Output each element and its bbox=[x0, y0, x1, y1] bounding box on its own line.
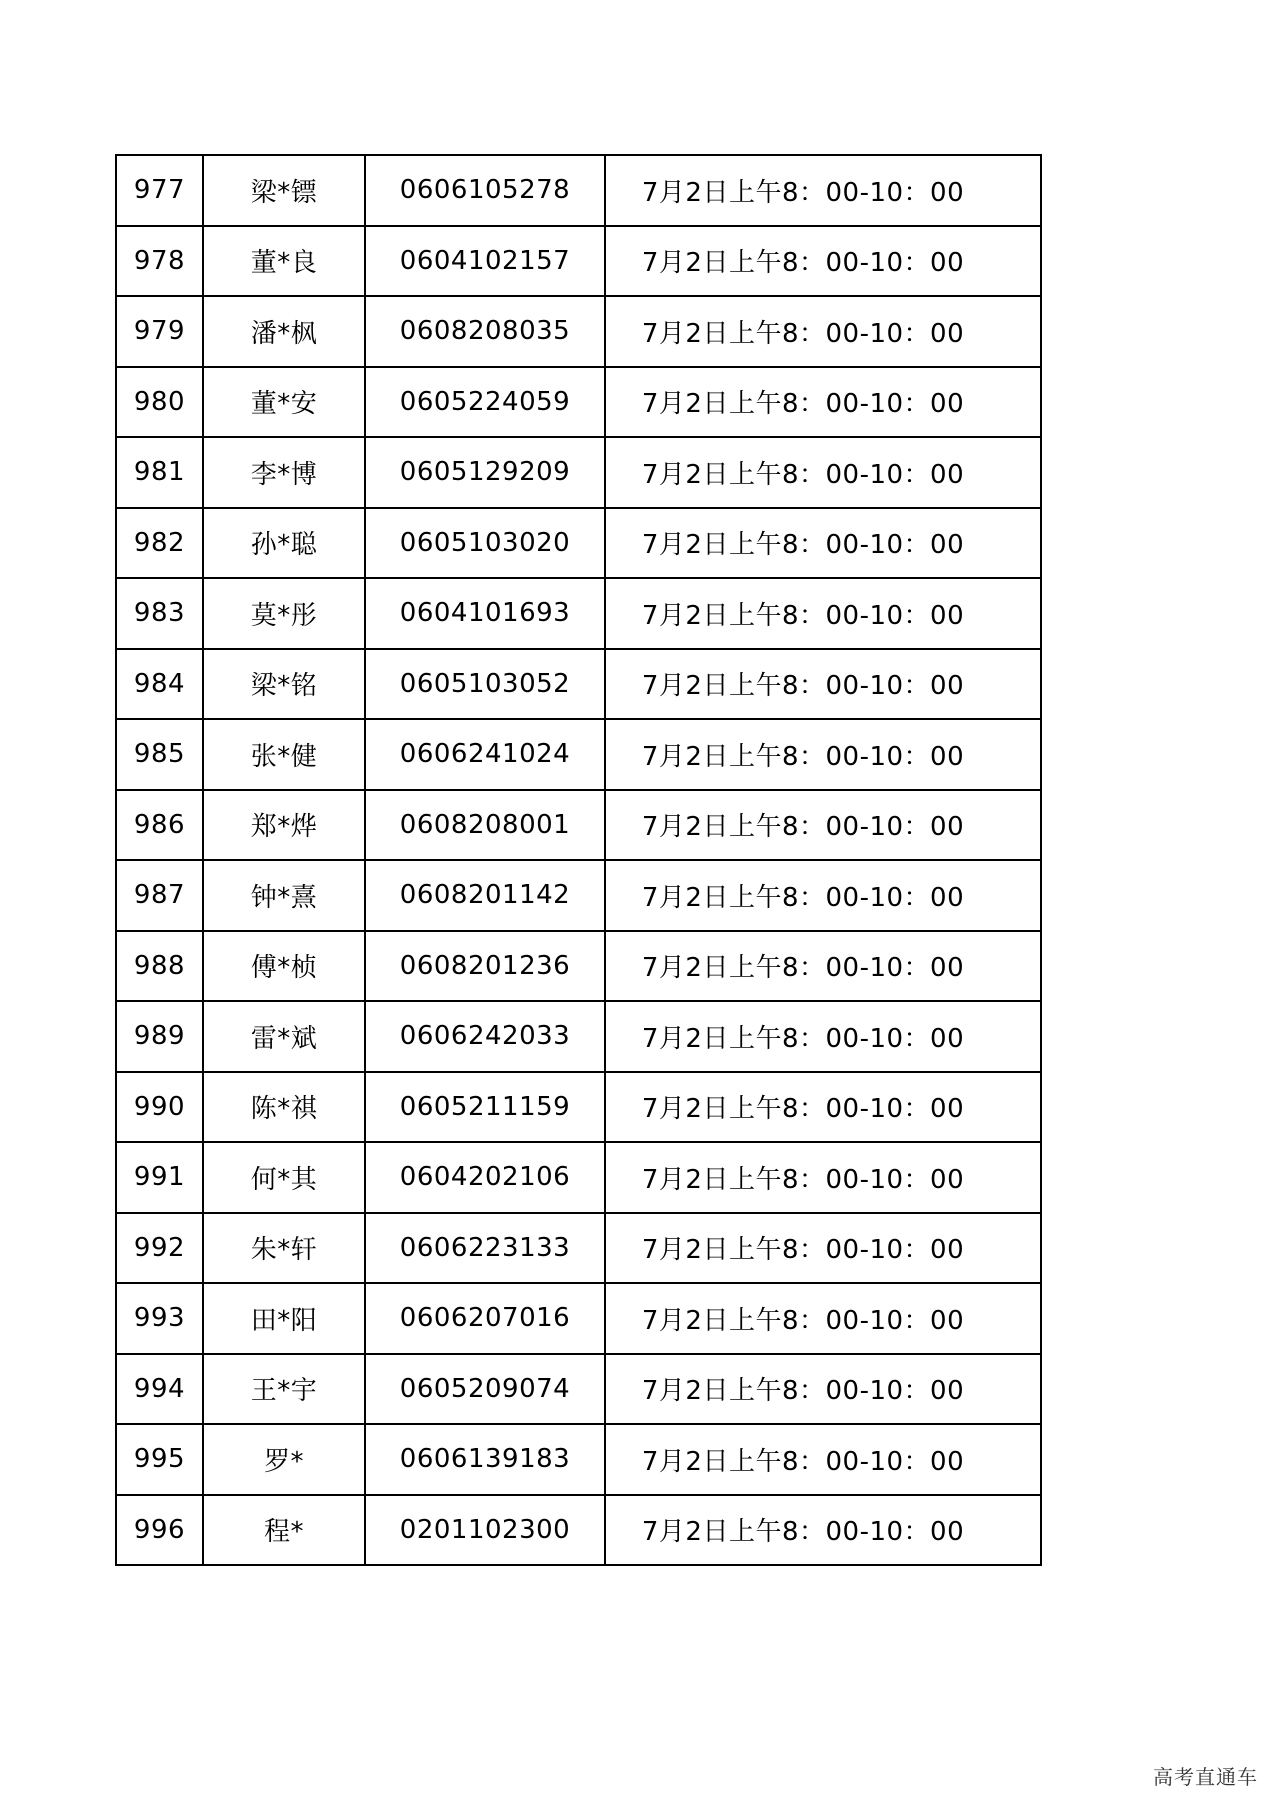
row-name: 田*阳 bbox=[203, 1283, 365, 1354]
row-number: 0605209074 bbox=[365, 1354, 605, 1425]
row-time: 7月2日上午8：00-10：00 bbox=[605, 1424, 1041, 1495]
row-number: 0201102300 bbox=[365, 1495, 605, 1566]
row-index: 988 bbox=[116, 931, 203, 1002]
row-time: 7月2日上午8：00-10：00 bbox=[605, 1283, 1041, 1354]
row-number: 0604202106 bbox=[365, 1142, 605, 1213]
row-time: 7月2日上午8：00-10：00 bbox=[605, 719, 1041, 790]
row-number: 0606105278 bbox=[365, 155, 605, 226]
row-index: 990 bbox=[116, 1072, 203, 1143]
row-name: 傅*桢 bbox=[203, 931, 365, 1002]
row-name: 孙*聪 bbox=[203, 508, 365, 579]
row-index: 989 bbox=[116, 1001, 203, 1072]
row-number: 0605211159 bbox=[365, 1072, 605, 1143]
row-time: 7月2日上午8：00-10：00 bbox=[605, 296, 1041, 367]
row-time: 7月2日上午8：00-10：00 bbox=[605, 226, 1041, 297]
row-time: 7月2日上午8：00-10：00 bbox=[605, 155, 1041, 226]
table-row bbox=[116, 367, 1041, 438]
row-name: 雷*斌 bbox=[203, 1001, 365, 1072]
table-row bbox=[116, 719, 1041, 790]
row-name: 梁*铭 bbox=[203, 649, 365, 720]
row-time: 7月2日上午8：00-10：00 bbox=[605, 649, 1041, 720]
row-number: 0605224059 bbox=[365, 367, 605, 438]
row-index: 991 bbox=[116, 1142, 203, 1213]
row-index: 987 bbox=[116, 860, 203, 931]
row-number: 0605103052 bbox=[365, 649, 605, 720]
row-index: 978 bbox=[116, 226, 203, 297]
table-row bbox=[116, 296, 1041, 367]
row-name: 郑*烨 bbox=[203, 790, 365, 861]
row-number: 0608208001 bbox=[365, 790, 605, 861]
table-row bbox=[116, 578, 1041, 649]
row-time: 7月2日上午8：00-10：00 bbox=[605, 860, 1041, 931]
row-time: 7月2日上午8：00-10：00 bbox=[605, 1213, 1041, 1284]
row-time: 7月2日上午8：00-10：00 bbox=[605, 508, 1041, 579]
row-name: 朱*轩 bbox=[203, 1213, 365, 1284]
row-name: 梁*镖 bbox=[203, 155, 365, 226]
table-row bbox=[116, 1354, 1041, 1425]
row-name: 董*安 bbox=[203, 367, 365, 438]
row-number: 0605129209 bbox=[365, 437, 605, 508]
table-row bbox=[116, 649, 1041, 720]
row-number: 0608201236 bbox=[365, 931, 605, 1002]
row-number: 0606241024 bbox=[365, 719, 605, 790]
roster-table-body bbox=[116, 155, 1041, 1565]
table-row bbox=[116, 508, 1041, 579]
row-time: 7月2日上午8：00-10：00 bbox=[605, 367, 1041, 438]
row-time: 7月2日上午8：00-10：00 bbox=[605, 1354, 1041, 1425]
row-index: 977 bbox=[116, 155, 203, 226]
row-number: 0604102157 bbox=[365, 226, 605, 297]
table-row bbox=[116, 1142, 1041, 1213]
row-index: 995 bbox=[116, 1424, 203, 1495]
row-index: 994 bbox=[116, 1354, 203, 1425]
table-row bbox=[116, 1001, 1041, 1072]
row-name: 何*其 bbox=[203, 1142, 365, 1213]
table-row bbox=[116, 931, 1041, 1002]
row-index: 986 bbox=[116, 790, 203, 861]
table-row bbox=[116, 437, 1041, 508]
row-time: 7月2日上午8：00-10：00 bbox=[605, 1072, 1041, 1143]
row-number: 0604101693 bbox=[365, 578, 605, 649]
row-number: 0606242033 bbox=[365, 1001, 605, 1072]
row-name: 程* bbox=[203, 1495, 365, 1566]
table-row bbox=[116, 155, 1041, 226]
table-row bbox=[116, 1424, 1041, 1495]
table-row bbox=[116, 860, 1041, 931]
row-number: 0608208035 bbox=[365, 296, 605, 367]
row-index: 985 bbox=[116, 719, 203, 790]
row-time: 7月2日上午8：00-10：00 bbox=[605, 790, 1041, 861]
row-index: 983 bbox=[116, 578, 203, 649]
row-time: 7月2日上午8：00-10：00 bbox=[605, 1142, 1041, 1213]
row-index: 981 bbox=[116, 437, 203, 508]
row-name: 陈*祺 bbox=[203, 1072, 365, 1143]
row-name: 罗* bbox=[203, 1424, 365, 1495]
row-name: 李*博 bbox=[203, 437, 365, 508]
row-time: 7月2日上午8：00-10：00 bbox=[605, 1001, 1041, 1072]
row-number: 0605103020 bbox=[365, 508, 605, 579]
table-row bbox=[116, 226, 1041, 297]
table-row bbox=[116, 1072, 1041, 1143]
row-index: 979 bbox=[116, 296, 203, 367]
row-index: 993 bbox=[116, 1283, 203, 1354]
row-number: 0608201142 bbox=[365, 860, 605, 931]
table-row bbox=[116, 1283, 1041, 1354]
row-index: 980 bbox=[116, 367, 203, 438]
row-time: 7月2日上午8：00-10：00 bbox=[605, 1495, 1041, 1566]
table-row bbox=[116, 790, 1041, 861]
row-index: 996 bbox=[116, 1495, 203, 1566]
row-time: 7月2日上午8：00-10：00 bbox=[605, 437, 1041, 508]
roster-table bbox=[115, 154, 1042, 1566]
row-name: 董*良 bbox=[203, 226, 365, 297]
row-index: 984 bbox=[116, 649, 203, 720]
row-name: 张*健 bbox=[203, 719, 365, 790]
row-time: 7月2日上午8：00-10：00 bbox=[605, 578, 1041, 649]
row-number: 0606139183 bbox=[365, 1424, 605, 1495]
watermark-text: 高考直通车 bbox=[1153, 1765, 1258, 1789]
table-row bbox=[116, 1213, 1041, 1284]
row-name: 莫*彤 bbox=[203, 578, 365, 649]
row-time: 7月2日上午8：00-10：00 bbox=[605, 931, 1041, 1002]
row-index: 982 bbox=[116, 508, 203, 579]
row-index: 992 bbox=[116, 1213, 203, 1284]
row-number: 0606223133 bbox=[365, 1213, 605, 1284]
row-name: 王*宇 bbox=[203, 1354, 365, 1425]
row-name: 钟*熹 bbox=[203, 860, 365, 931]
row-name: 潘*枫 bbox=[203, 296, 365, 367]
table-row bbox=[116, 1495, 1041, 1566]
row-number: 0606207016 bbox=[365, 1283, 605, 1354]
